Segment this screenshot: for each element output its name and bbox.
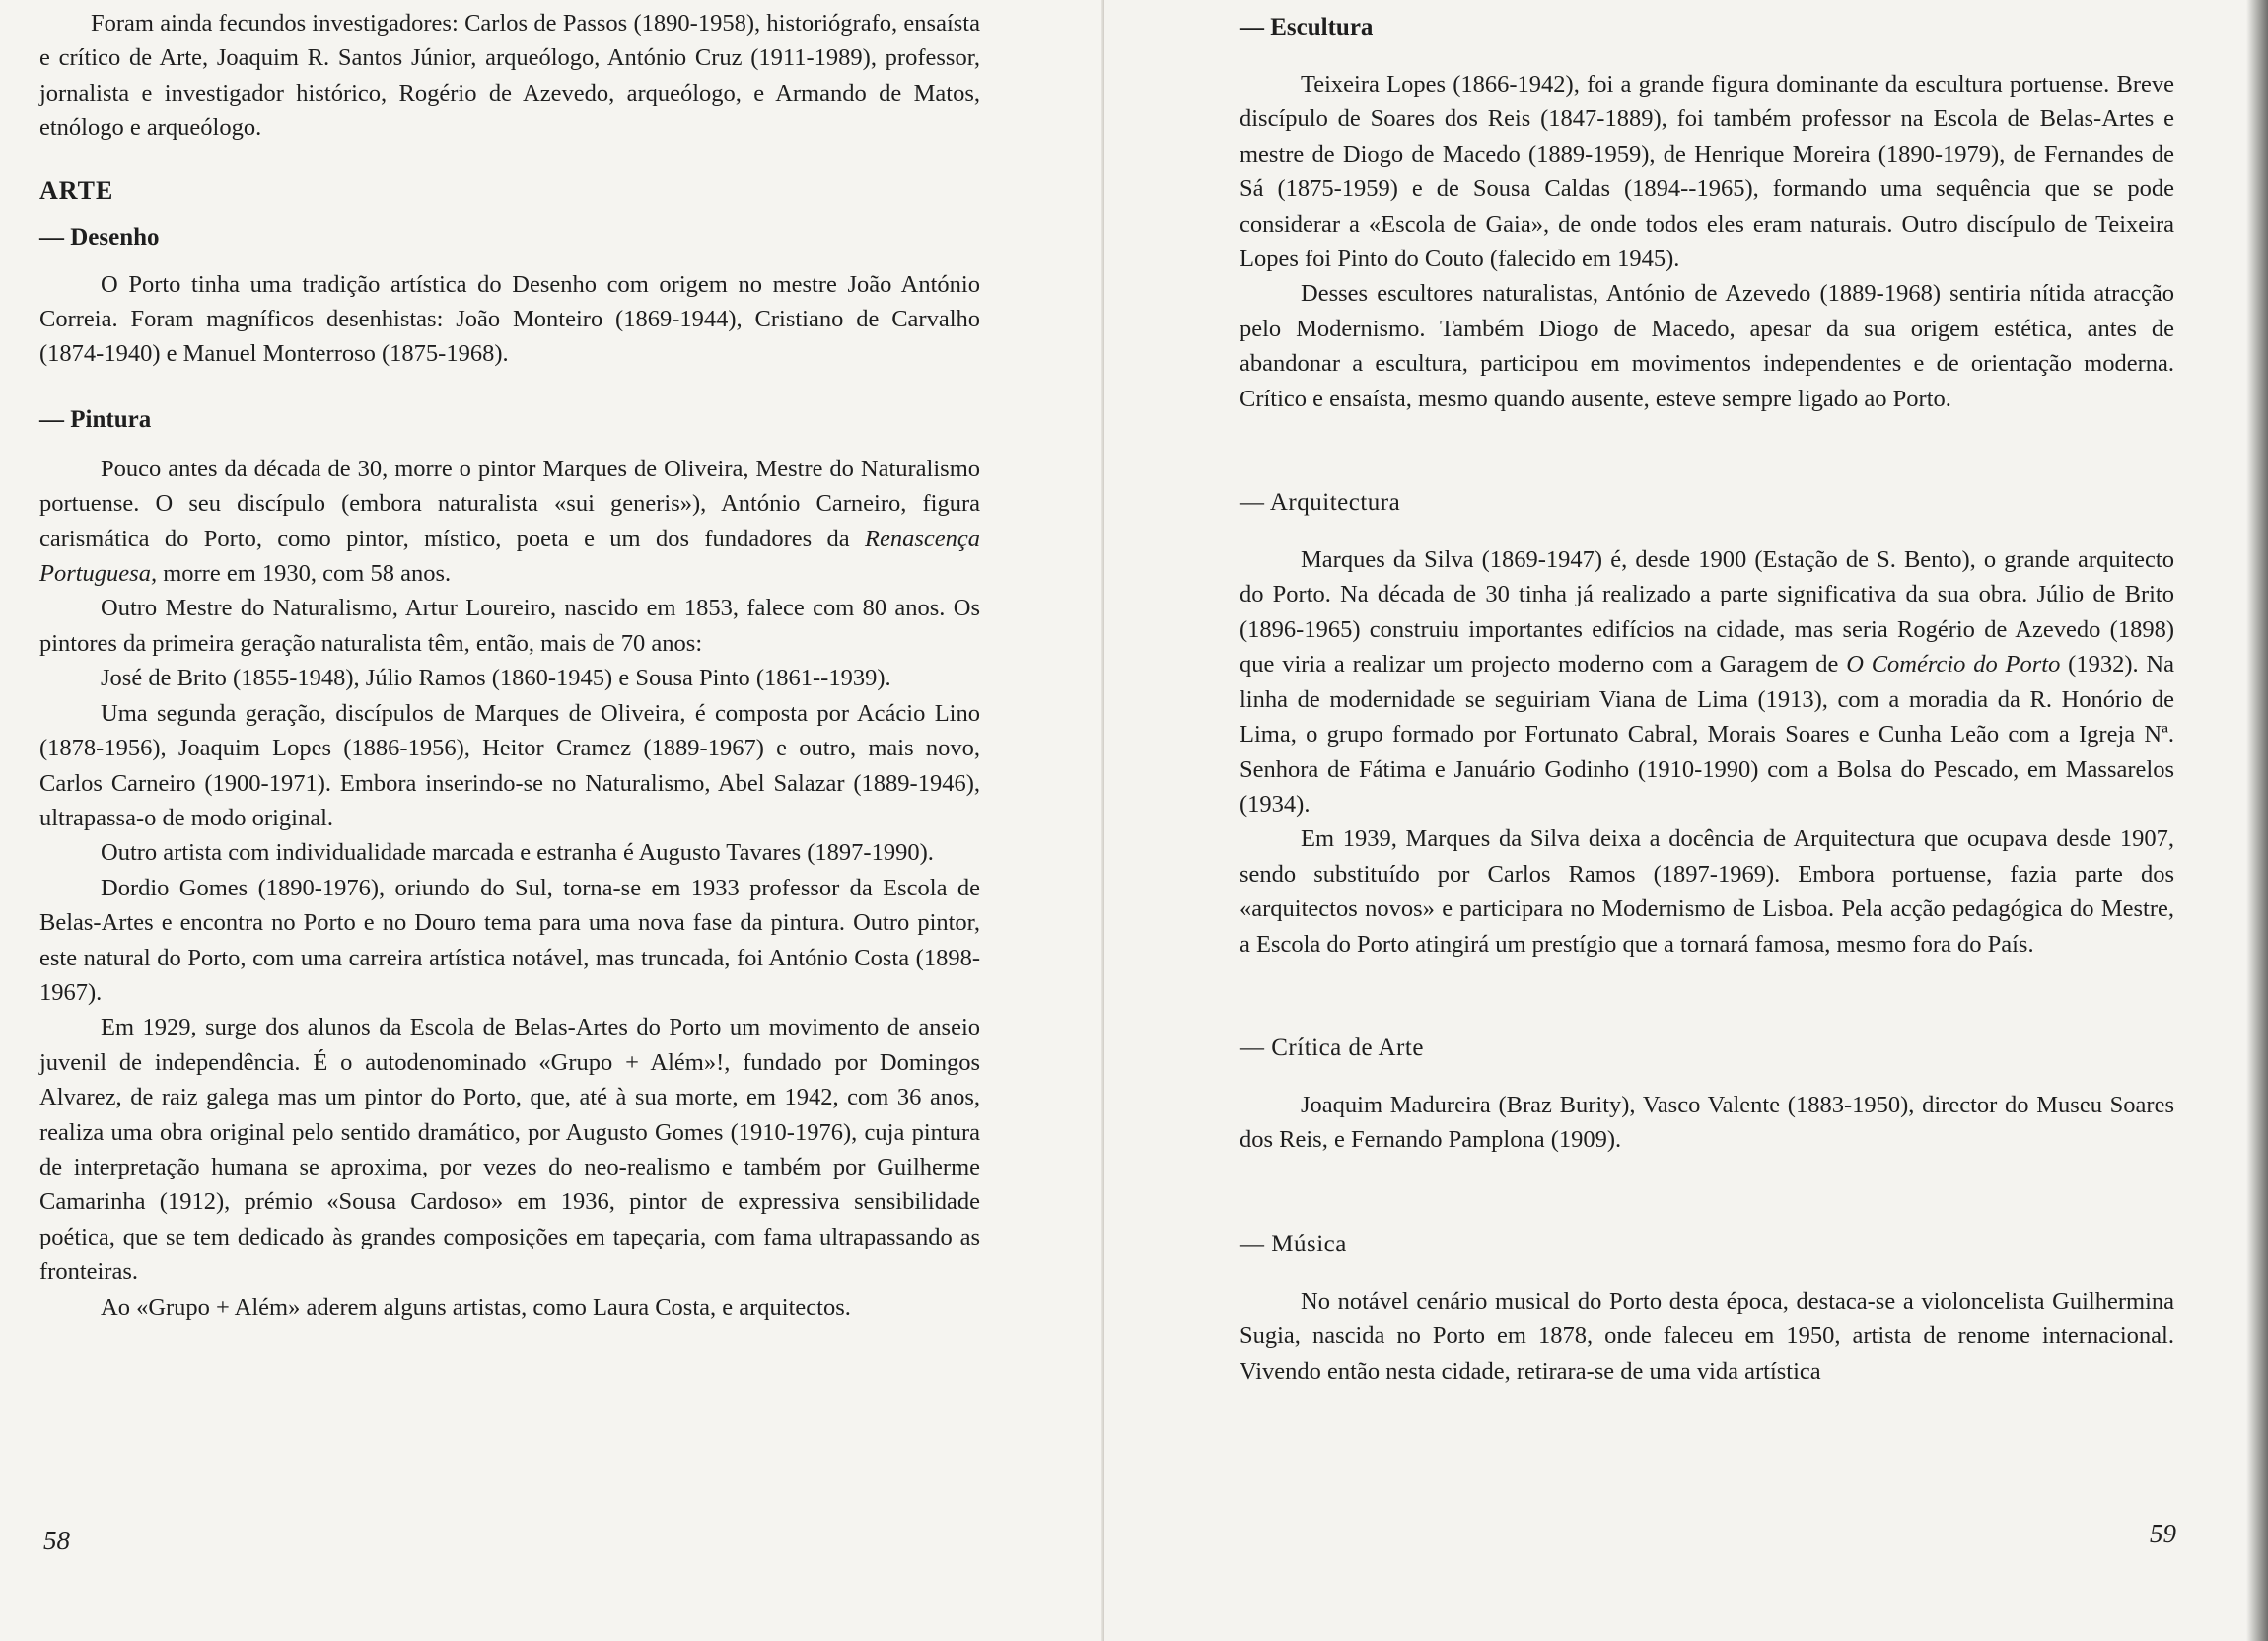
musica-paragraph: No notável cenário musical do Porto desta época, destaca-se a violoncelista Guilhermina Sugia, nascida no Porto em 1878, onde faleceu em 1950, artista de renome internacional. Vivendo então nesta cidade, retirara-se de uma vida artística <box>1240 1287 2174 1385</box>
intro-paragraph: Foram ainda fecundos investigadores: Carlos de Passos (1890-1958), historiógrafo, ensaísta e crítico de Arte, Joaquim R. Santos Júnior, arqueólogo, António Cruz (1911-1989), professor, jornalista e investigador histórico, Rogério de Azevedo, arqueólogo, e Armando de Matos, etnólogo e arqueólogo. <box>39 10 980 142</box>
arquitectura-paragraph-2: Em 1939, Marques da Silva deixa a docência de Arquitectura que ocupava desde 1907, sendo substituído por Carlos Ramos (1897-1969). Embora portuense, fazia parte dos «arquitectos novos» e participara no Modernismo de Lisboa. Pela acção pedagógica do Mestre, a Escola do Porto atingirá um prestígio que a tornará famosa, mesmo fora do País. <box>1240 825 2174 958</box>
arquitectura-p1-end: (1932). Na linha de modernidade se seguiriam Viana de Lima (1913), com a moradia da R. Honório de Lima, o grupo formado por Fortunato Cabral, Morais Soares e Cunha Leão com a Igreja Nª. Senhora de Fátima e Januário Godinho (1910-1990) com a Bolsa do Pescado, em Massarelos (1934). <box>1240 651 2175 818</box>
pintura-paragraph-5: Outro artista com individualidade marcada e estranha é Augusto Tavares (1897-1990). <box>101 839 934 867</box>
left-page <box>0 0 1104 1641</box>
pintura-paragraph-4: Uma segunda geração, discípulos de Marques de Oliveira, é composta por Acácio Lino (1878-1956), Joaquim Lopes (1886-1956), Heitor Cramez (1889-1967) e outro, mais novo, Carlos Carneiro (1900-1971). Embora inserindo-se no Naturalismo, Abel Salazar (1889-1946), ultrapassa-o de modo original. <box>39 699 980 831</box>
heading-pintura: — Pintura <box>39 405 152 433</box>
pintura-p1-italic: Renascença Portuguesa, <box>39 525 980 588</box>
arquitectura-p1-start: Marques da Silva (1869-1947) é, desde 1900 (Estação de S. Bento), o grande arquitecto do Porto. Na década de 30 tinha já realizado a parte significativa da sua obra. Júlio de Brito (1896-1965) construiu importantes edifícios na cidade, mas seria Rogério de Azevedo (1898) que viria a realizar um projecto moderno com a Garagem de <box>1240 546 2174 678</box>
heading-escultura: — Escultura <box>1240 14 1374 40</box>
page-edge-shadow <box>2246 0 2268 1641</box>
page-number-right: 59 <box>2150 1519 2176 1548</box>
right-text-column <box>1240 10 2174 1389</box>
desenho-paragraph: O Porto tinha uma tradição artística do Desenho com origem no mestre João António Correia. Foram magníficos desenhistas: João Monteiro (1869-1944), Cristiano de Carvalho (1874-1940) e Manuel Monterroso (1875-1968). <box>39 270 980 368</box>
heading-desenho: — Desenho <box>39 223 160 250</box>
pintura-p1-start: Pouco antes da década de 30, morre o pintor Marques de Oliveira, Mestre do Naturalismo portuense. O seu discípulo (embora naturalista «sui generis»), António Carneiro, figura carismática do Porto, como pintor, místico, poeta e um dos fundadores da <box>39 455 980 552</box>
pintura-paragraph-2: Outro Mestre do Naturalismo, Artur Loureiro, nascido em 1853, falece com 80 anos. Os pintores da primeira geração naturalista têm, então, mais de 70 anos: <box>39 595 980 657</box>
section-title-arte: ARTE <box>39 176 114 205</box>
pintura-paragraph-3: José de Brito (1855-1948), Júlio Ramos (1860-1945) e Sousa Pinto (1861--1939). <box>101 665 891 692</box>
critica-paragraph: Joaquim Madureira (Braz Burity), Vasco Valente (1883-1950), director do Museu Soares dos Reis, e Fernando Pamplona (1909). <box>1240 1091 2174 1154</box>
arquitectura-paragraph-1 <box>1240 542 2174 821</box>
arquitectura-p1-italic: O Comércio do Porto <box>1846 651 2061 678</box>
pintura-paragraph-7: Em 1929, surge dos alunos da Escola de Belas-Artes do Porto um movimento de anseio juvenil de independência. É o autodenominado «Grupo + Além»!, fundado por Domingos Alvarez, de raiz galega mas um pintor do Porto, que, até à sua morte, em 1942, com 36 anos, realiza uma obra original pelo sentido dramático, por Augusto Gomes (1910-1976), cuja pintura de interpretação humana se aproxima, por vezes do neo-realismo e também por Guilherme Camarinha (1912), prémio «Sousa Cardoso» em 1936, pintor de expressiva sensibilidade poética, que se tem dedicado às grandes composições em tapeçaria, com fama ultrapassando as fronteiras. <box>39 1014 980 1286</box>
pintura-paragraph-8: Ao «Grupo + Além» aderem alguns artistas, como Laura Costa, e arquitectos. <box>101 1293 851 1320</box>
left-text-column <box>39 6 980 1324</box>
escultura-paragraph-2: Desses escultores naturalistas, António de Azevedo (1889-1968) sentiria nítida atracção pelo Modernismo. Também Diogo de Macedo, apesar da sua origem estética, antes de abandonar a escultura, participou em movimentos independentes e de orientação moderna. Crítico e ensaísta, mesmo quando ausente, esteve sempre ligado ao Porto. <box>1240 280 2174 412</box>
heading-arquitectura: — Arquitectura <box>1240 489 1401 517</box>
pintura-paragraph-6: Dordio Gomes (1890-1976), oriundo do Sul, torna-se em 1933 professor da Escola de Belas-Artes e encontra no Porto e no Douro tema para uma nova fase da pintura. Outro pintor, este natural do Porto, com uma carreira artística notável, mas truncada, foi António Costa (1898-1967). <box>39 874 980 1006</box>
pintura-p1-end: morre em 1930, com 58 anos. <box>157 560 452 588</box>
heading-critica-de-arte: — Crítica de Arte <box>1240 1034 1424 1061</box>
heading-musica: — Música <box>1240 1230 1347 1257</box>
pintura-paragraph-1 <box>39 452 980 592</box>
escultura-paragraph-1: Teixeira Lopes (1866-1942), foi a grande figura dominante da escultura portuense. Breve discípulo de Soares dos Reis (1847-1889), foi também professor na Escola de Belas-Artes e mestre de Diogo de Macedo (1889-1959), de Henrique Moreira (1890-1979), de Fernandes de Sá (1875-1959) e de Sousa Caldas (1894--1965), formando uma sequência que se pode considerar a «Escola de Gaia», de onde todos eles eram naturais. Outro discípulo de Teixeira Lopes foi Pinto do Couto (falecido em 1945). <box>1240 71 2174 273</box>
page-number-left: 58 <box>43 1526 70 1555</box>
